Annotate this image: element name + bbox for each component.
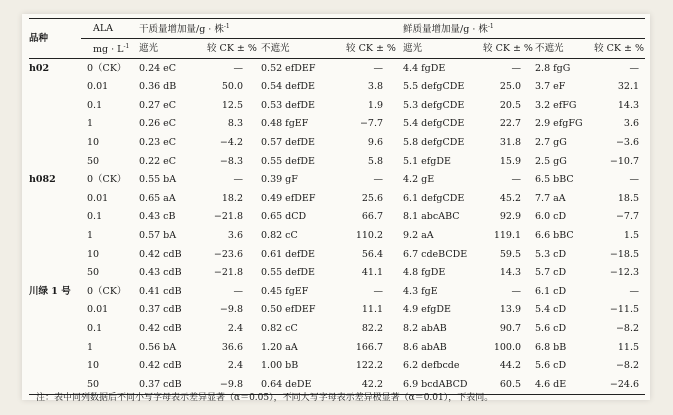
table-row	[29, 152, 645, 171]
dry-no-shade-cell: 0.49 efDEF	[261, 192, 316, 204]
ala-cell: 0.01	[87, 81, 109, 93]
variety-cell	[29, 152, 81, 171]
ala-cell: 0.01	[87, 304, 109, 316]
dry-no-shade-cell: 0.61 defDE	[261, 248, 315, 260]
dry-shade-cell: 0.37 cdB	[139, 375, 203, 394]
fresh-no-shade-vs-ck-cell: 3.6	[623, 118, 640, 130]
ala-cell: 1	[87, 229, 94, 241]
dry-no-shade-vs-ck-cell: 42.2	[339, 375, 403, 394]
dry-shade-vs-ck-cell: 36.6	[221, 341, 243, 353]
variety-cell	[29, 320, 81, 339]
fresh-no-shade-cell: 3.7 eF	[535, 81, 566, 93]
fresh-no-shade-cell: 2.7 gG	[535, 136, 567, 148]
dry-shade-vs-ck-cell: 2.4	[227, 322, 243, 334]
fresh-shade-cell: 4.3 fgE	[403, 285, 438, 297]
dry-no-shade-vs-ck-cell: 56.4	[361, 248, 384, 260]
fresh-shade-vs-ck-cell: 22.7	[499, 118, 522, 130]
ala-cell: 10	[87, 136, 100, 148]
dry-shade-cell: 0.42 cdB	[139, 360, 182, 372]
dry-mass-group-header: 干质量增加量/g · 株$^{-1}$	[139, 19, 403, 39]
header-row-bottom	[29, 39, 645, 59]
fresh-no-shade-vs-ck-cell: 32.1	[617, 81, 640, 93]
dry-no-shade-vs-ck-cell: 110.2	[355, 229, 384, 241]
dry-shade-cell: 0.55 bA	[139, 174, 177, 186]
fresh-shade-cell: 9.2 aA	[403, 229, 434, 241]
fresh-shade-cell: 4.2 gE	[403, 174, 435, 186]
variety-cell	[29, 264, 81, 283]
fresh-no-shade-vs-ck-cell: 11.5	[617, 341, 640, 353]
dry-shade-vs-ck-cell: −21.8	[213, 267, 243, 279]
fresh-no-shade-vs-ck-cell: −10.7	[609, 155, 640, 167]
fresh-no-shade-cell: 5.6 cD	[535, 360, 567, 372]
fresh-shade-vs-ck-cell: 25.0	[499, 81, 522, 93]
dry-shade-cell: 0.43 cdB	[139, 267, 182, 279]
table-row	[29, 59, 645, 78]
ala-cell: 0.01	[87, 192, 109, 204]
dry-no-shade-cell: 0.52 efDEF	[261, 62, 316, 74]
fresh-no-shade-vs-ck-cell: −24.6	[593, 375, 645, 394]
fresh-shade-vs-ck-cell: 59.5	[499, 248, 522, 260]
dry-no-shade-vs-ck-cell: —	[373, 174, 384, 186]
dry-no-shade-cell: 0.48 fgEF	[261, 118, 309, 130]
table-row	[29, 208, 645, 227]
dry-no-shade-cell: 0.55 defDE	[261, 267, 315, 279]
dry-no-shade-header: 不遮光	[261, 39, 339, 59]
fresh-shade-vs-ck-cell: —	[511, 174, 522, 186]
dry-no-shade-vs-ck-cell: 9.6	[367, 136, 384, 148]
dry-shade-cell: 0.27 eC	[139, 99, 177, 111]
fresh-no-shade-vs-ck-cell: 18.5	[617, 192, 640, 204]
ala-cell: 0（CK）	[87, 62, 127, 74]
variety-cell	[29, 338, 81, 357]
dry-shade-cell: 0.26 eC	[139, 118, 177, 130]
dry-no-shade-cell: 0.65 dCD	[261, 211, 307, 223]
dry-no-shade-vs-ck-cell: −7.7	[359, 118, 384, 130]
dry-no-shade-vs-ck-cell: —	[373, 62, 384, 74]
table-row	[29, 301, 645, 320]
fresh-no-shade-vs-ck-cell: —	[629, 285, 640, 297]
dry-shade-vs-ck-cell: 8.3	[227, 118, 243, 130]
ala-cell: 0.1	[87, 322, 103, 334]
variety-header: 品种	[29, 19, 81, 59]
table-row	[29, 338, 645, 357]
ala-cell: 10	[87, 248, 100, 260]
fresh-shade-cell: 6.7 cdeBCDE	[403, 248, 468, 260]
ala-cell: 10	[87, 360, 100, 372]
fresh-no-shade-cell: 6.0 cD	[535, 211, 567, 223]
table-row	[29, 97, 645, 116]
dry-shade-header: 遮光	[139, 39, 203, 59]
fresh-shade-vs-ck-cell: 31.8	[499, 136, 522, 148]
variety-cell	[29, 208, 81, 227]
variety-cell	[29, 97, 81, 116]
document-page	[22, 14, 650, 403]
variety-cell: 川绿 1 号	[29, 285, 71, 297]
dry-shade-cell: 0.24 eC	[139, 62, 177, 74]
variety-cell	[29, 357, 81, 376]
dry-no-shade-cell: 0.82 cC	[261, 229, 298, 241]
dry-no-shade-vs-ck-cell: 25.6	[361, 192, 384, 204]
dry-shade-vs-ck-cell: —	[233, 62, 243, 74]
dry-no-shade-vs-ck-cell: 82.2	[361, 322, 384, 334]
dry-no-shade-cell: 0.39 gF	[261, 174, 298, 186]
fresh-shade-vs-ck-cell: 13.9	[499, 304, 522, 316]
fresh-shade-vs-ck-cell: 20.5	[499, 99, 522, 111]
ala-cell: 50	[81, 375, 139, 394]
table-note: 注：表中同列数据后不同小写字母表示差异显著（α＝0.05），不同大写字母表示差异极显著（α＝0.01），下表同。	[36, 393, 494, 403]
fresh-shade-cell: 5.3 defgCDE	[403, 99, 465, 111]
fresh-no-shade-cell: 2.9 efgFG	[535, 118, 583, 130]
fresh-shade-cell: 5.1 efgDE	[403, 155, 451, 167]
table-row	[29, 282, 645, 301]
fresh-shade-cell: 6.1 defgCDE	[403, 192, 465, 204]
fresh-no-shade-cell: 2.8 fgG	[535, 62, 571, 74]
dry-shade-cell: 0.23 eC	[139, 136, 177, 148]
fresh-shade-vs-ck-cell: 14.3	[499, 267, 522, 279]
fresh-shade-cell: 5.8 defgCDE	[403, 136, 465, 148]
fresh-shade-vs-ck-header: 较 CK ± %	[481, 39, 535, 59]
fresh-shade-vs-ck-cell: 44.2	[499, 360, 522, 372]
dry-no-shade-vs-ck-cell: 66.7	[361, 211, 384, 223]
dry-no-shade-vs-ck-cell: 166.7	[355, 341, 384, 353]
dry-no-shade-cell: 0.45 fgEF	[261, 285, 309, 297]
fresh-no-shade-vs-ck-cell: −7.7	[615, 211, 640, 223]
fresh-no-shade-vs-ck-cell: −11.5	[609, 304, 640, 316]
variety-cell: h082	[29, 174, 56, 186]
dry-shade-cell: 0.37 cdB	[139, 304, 182, 316]
fresh-shade-vs-ck-cell: —	[511, 285, 522, 297]
table-row	[29, 245, 645, 264]
fresh-no-shade-vs-ck-cell: −8.2	[615, 360, 640, 372]
dry-shade-vs-ck-cell: 50.0	[221, 81, 243, 93]
fresh-shade-cell: 4.4 fgDE	[403, 62, 446, 74]
fresh-no-shade-vs-ck-cell: −3.6	[615, 136, 640, 148]
dry-no-shade-cell: 0.55 defDE	[261, 155, 315, 167]
fresh-no-shade-cell: 4.6 dE	[535, 375, 593, 394]
dry-shade-cell: 0.22 eC	[139, 155, 177, 167]
ala-cell: 50	[87, 155, 100, 167]
dry-no-shade-cell: 0.54 defDE	[261, 81, 315, 93]
dry-shade-cell: 0.43 cB	[139, 211, 176, 223]
dry-shade-vs-ck-cell: −9.8	[203, 375, 261, 394]
dry-shade-vs-ck-cell: —	[233, 285, 243, 297]
dry-shade-vs-ck-cell: 3.6	[227, 229, 243, 241]
dry-no-shade-vs-ck-cell: 11.1	[361, 304, 384, 316]
fresh-shade-cell: 6.9 bcdABCD	[403, 375, 481, 394]
fresh-no-shade-cell: 3.2 efFG	[535, 99, 577, 111]
dry-no-shade-cell: 0.64 deDE	[261, 375, 339, 394]
fresh-shade-cell: 5.4 defgCDE	[403, 118, 465, 130]
dry-shade-vs-ck-cell: 18.2	[221, 192, 243, 204]
fresh-no-shade-vs-ck-cell: −12.3	[609, 267, 640, 279]
dry-shade-cell: 0.65 aA	[139, 192, 176, 204]
table-row	[29, 357, 645, 376]
dry-no-shade-cell: 1.00 bB	[261, 360, 299, 372]
ala-cell: 0.1	[87, 211, 103, 223]
dry-no-shade-cell: 1.20 aA	[261, 341, 298, 353]
ala-cell: 0（CK）	[87, 285, 127, 297]
dry-shade-vs-ck-cell: −21.8	[213, 211, 243, 223]
table-row	[29, 115, 645, 134]
dry-shade-vs-ck-cell: 12.5	[221, 99, 243, 111]
fresh-shade-vs-ck-cell: 90.7	[499, 322, 522, 334]
dry-shade-vs-ck-cell: −4.2	[219, 136, 243, 148]
dry-shade-cell: 0.42 cdB	[139, 248, 182, 260]
fresh-shade-vs-ck-cell: 60.5	[481, 375, 535, 394]
fresh-no-shade-vs-ck-cell: 14.3	[617, 99, 640, 111]
table-body	[29, 59, 645, 395]
fresh-shade-vs-ck-cell: 92.9	[499, 211, 522, 223]
dry-no-shade-cell: 0.57 defDE	[261, 136, 315, 148]
fresh-no-shade-cell: 6.8 bB	[535, 341, 567, 353]
dry-no-shade-cell: 0.50 efDEF	[261, 304, 316, 316]
dry-shade-cell: 0.57 bA	[139, 229, 177, 241]
dry-no-shade-vs-ck-header: 较 CK ± %	[339, 39, 403, 59]
variety-cell	[29, 78, 81, 97]
fresh-shade-vs-ck-cell: 45.2	[499, 192, 522, 204]
fresh-no-shade-cell: 6.5 bBC	[535, 174, 574, 186]
fresh-no-shade-cell: 7.7 aA	[535, 192, 566, 204]
fresh-no-shade-header: 不遮光	[535, 39, 593, 59]
variety-cell: h02	[29, 62, 50, 74]
dry-shade-vs-ck-cell: 2.4	[227, 360, 243, 372]
dry-shade-vs-ck-cell: —	[233, 174, 243, 186]
ala-unit-header: mg · $L^{-1}$	[81, 39, 139, 59]
table-row	[29, 227, 645, 246]
variety-cell	[29, 245, 81, 264]
dry-shade-vs-ck-cell: −23.6	[213, 248, 243, 260]
fresh-no-shade-cell: 2.5 gG	[535, 155, 567, 167]
ala-header: ALA	[81, 19, 139, 39]
table-row	[29, 189, 645, 208]
dry-no-shade-vs-ck-cell: 3.8	[367, 81, 384, 93]
ala-cell: 0.1	[87, 99, 103, 111]
table-row	[29, 78, 645, 97]
fresh-shade-vs-ck-cell: 15.9	[499, 155, 522, 167]
ala-cell: 0（CK）	[87, 174, 127, 186]
fresh-shade-cell: 6.2 defbcde	[403, 360, 460, 372]
fresh-shade-vs-ck-cell: 100.0	[493, 341, 522, 353]
fresh-shade-cell: 8.1 abcABC	[403, 211, 460, 223]
dry-shade-cell: 0.41 cdB	[139, 285, 182, 297]
fresh-no-shade-vs-ck-header: 较 CK ± %	[593, 39, 645, 59]
table-row	[29, 171, 645, 190]
dry-shade-vs-ck-cell: −8.3	[219, 155, 243, 167]
dry-no-shade-vs-ck-cell: 122.2	[355, 360, 384, 372]
table-row	[29, 264, 645, 283]
fresh-shade-cell: 5.5 defgCDE	[403, 81, 465, 93]
dry-no-shade-cell: 0.82 cC	[261, 322, 298, 334]
table-row	[29, 134, 645, 153]
variety-cell	[29, 189, 81, 208]
fresh-shade-cell: 8.2 abAB	[403, 322, 447, 334]
dry-shade-cell: 0.42 cdB	[139, 322, 182, 334]
fresh-no-shade-cell: 6.1 cD	[535, 285, 567, 297]
fresh-shade-vs-ck-cell: —	[511, 62, 522, 74]
table-row	[29, 320, 645, 339]
fresh-no-shade-vs-ck-cell: —	[629, 174, 640, 186]
dry-shade-cell: 0.36 dB	[139, 81, 177, 93]
ala-cell: 1	[87, 341, 94, 353]
dry-no-shade-vs-ck-cell: —	[373, 285, 384, 297]
variety-cell	[29, 115, 81, 134]
dry-shade-vs-ck-cell: −9.8	[219, 304, 243, 316]
fresh-no-shade-cell: 5.3 cD	[535, 248, 567, 260]
fresh-no-shade-vs-ck-cell: −18.5	[609, 248, 640, 260]
dry-no-shade-vs-ck-cell: 41.1	[361, 267, 384, 279]
fresh-mass-group-header: 鲜质量增加量/g · 株$^{-1}$	[403, 19, 645, 39]
ala-cell: 50	[87, 267, 100, 279]
fresh-shade-cell: 4.9 efgDE	[403, 304, 451, 316]
fresh-no-shade-vs-ck-cell: 1.5	[623, 229, 640, 241]
ala-cell: 1	[87, 118, 94, 130]
dry-no-shade-vs-ck-cell: 5.8	[367, 155, 384, 167]
fresh-no-shade-cell: 5.7 cD	[535, 267, 567, 279]
header-row-top	[29, 19, 645, 39]
fresh-shade-cell: 4.8 fgDE	[403, 267, 446, 279]
dry-no-shade-vs-ck-cell: 1.9	[367, 99, 384, 111]
variety-cell	[29, 227, 81, 246]
variety-cell	[29, 134, 81, 153]
fresh-no-shade-vs-ck-cell: −8.2	[615, 322, 640, 334]
variety-cell	[29, 301, 81, 320]
data-table	[29, 18, 645, 395]
fresh-shade-vs-ck-cell: 119.1	[493, 229, 522, 241]
dry-shade-cell: 0.56 bA	[139, 341, 177, 353]
fresh-shade-header: 遮光	[403, 39, 481, 59]
fresh-no-shade-cell: 5.6 cD	[535, 322, 567, 334]
fresh-no-shade-cell: 5.4 cD	[535, 304, 567, 316]
dry-shade-vs-ck-header: 较 CK ± %	[203, 39, 261, 59]
dry-no-shade-cell: 0.53 defDE	[261, 99, 315, 111]
fresh-no-shade-vs-ck-cell: —	[629, 62, 640, 74]
fresh-shade-cell: 8.6 abAB	[403, 341, 447, 353]
fresh-no-shade-cell: 6.6 bBC	[535, 229, 574, 241]
